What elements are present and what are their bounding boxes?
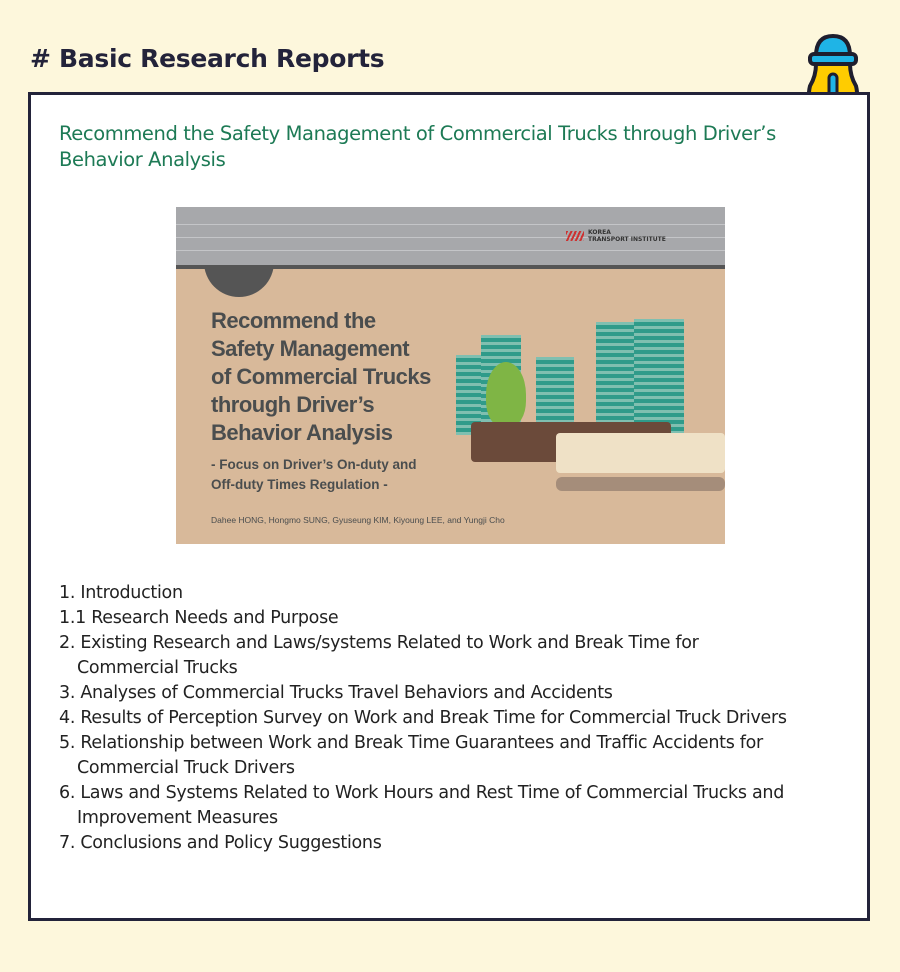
toc-item: 3. Analyses of Commercial Trucks Travel Behaviors and Accidents bbox=[59, 683, 613, 703]
toc-item: 7. Conclusions and Policy Suggestions bbox=[59, 833, 382, 853]
page-heading: # Basic Research Reports bbox=[30, 44, 385, 73]
report-cover-image bbox=[176, 207, 725, 544]
cover-authors: Dahee HONG, Hongmo SUNG, Gyuseung KIM, Kiyoung LEE, and Yungji Cho bbox=[211, 515, 505, 525]
koti-logo: KOREA TRANSPORT INSTITUTE bbox=[566, 229, 666, 243]
report-title[interactable]: Recommend the Safety Management of Commercial Trucks through Driver’s Behavior Analysis bbox=[59, 122, 776, 171]
table-of-contents bbox=[59, 581, 877, 856]
toc-item: 1.1 Research Needs and Purpose bbox=[59, 608, 339, 628]
toc-item: 5. Relationship between Work and Break Time Guarantees and Traffic Accidents for Commercial Truck Drivers bbox=[59, 733, 763, 778]
cover-subtitle: - Focus on Driver’s On-duty and Off-duty Times Regulation - bbox=[211, 457, 417, 492]
report-card bbox=[28, 92, 870, 921]
toc-item: 4. Results of Perception Survey on Work and Break Time for Commercial Truck Drivers bbox=[59, 708, 787, 728]
toc-item: 6. Laws and Systems Related to Work Hours and Rest Time of Commercial Trucks and Improvement Measures bbox=[59, 783, 784, 828]
toc-item: 2. Existing Research and Laws/systems Related to Work and Break Time for Commercial Trucks bbox=[59, 633, 699, 678]
toc-item: 1. Introduction bbox=[59, 583, 183, 603]
cover-title: Recommend the Safety Management of Commercial Trucks through Driver’s Behavior Analysis bbox=[211, 308, 431, 445]
